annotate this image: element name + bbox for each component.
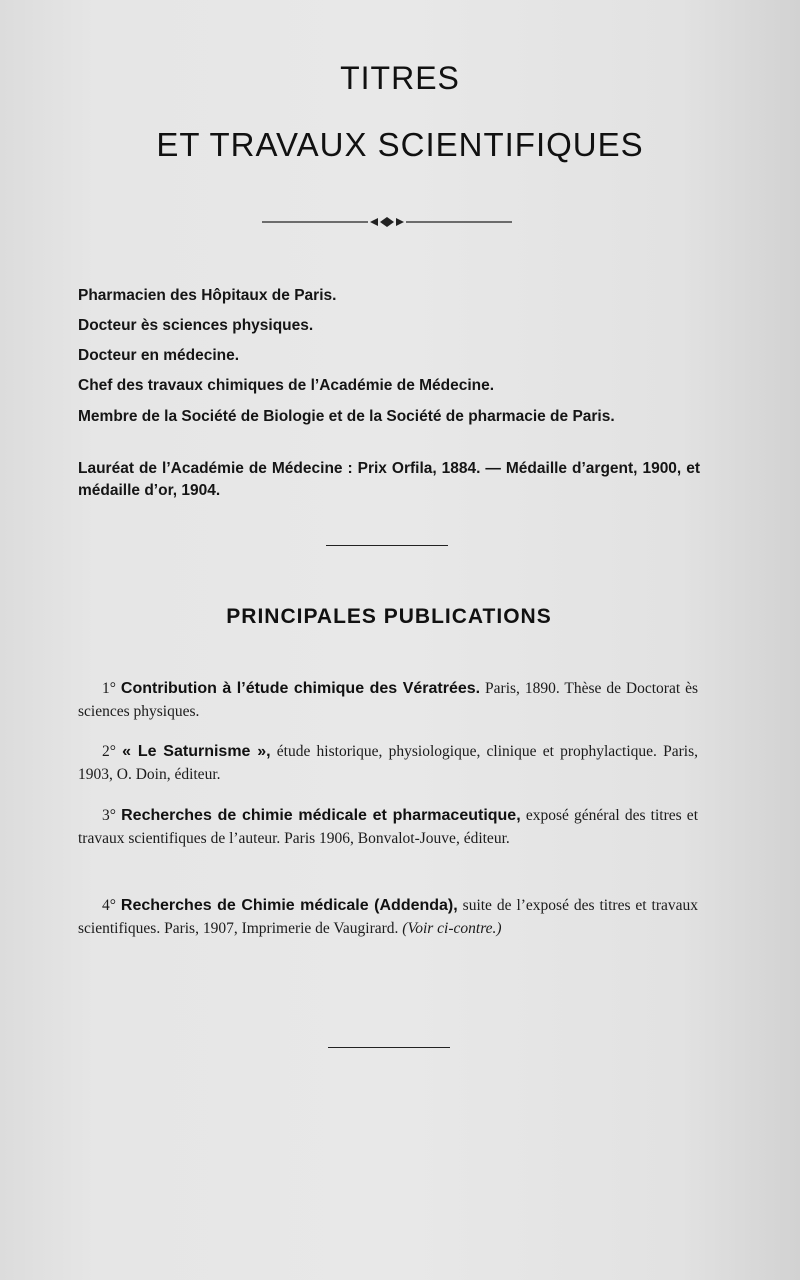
publication-title: Contribution à l’étude chimique des Vératrées.	[120, 680, 481, 697]
section-divider	[328, 1047, 450, 1048]
publication-entry	[78, 677, 698, 723]
ornament-divider-icon	[262, 212, 512, 232]
publication-entry	[78, 894, 698, 940]
publication-number: 1°	[102, 680, 116, 697]
publication-title: « Le Saturnisme »,	[122, 743, 271, 760]
page-title-line-1: TITRES	[340, 60, 460, 96]
publication-details: suite de l’exposé des titres et travaux scientifiques. Paris, 1907, Imprimerie de Vaugirard.	[78, 897, 699, 937]
publication-title: Recherches de chimie médicale et pharmaceutique,	[121, 807, 521, 824]
publication-note: (Voir ci-contre.)	[398, 920, 502, 937]
section-divider	[326, 545, 448, 546]
publication-details: Paris, 1890. Thèse de Doctorat ès sciences physiques.	[78, 680, 699, 720]
publication-entry	[78, 740, 698, 786]
publication-number: 2°	[102, 743, 116, 760]
publication-details: étude historique, physiologique, clinique et prophylactique. Paris, 1903, O. Doin, éditeur.	[78, 743, 699, 783]
qualification-item: Docteur ès sciences physiques.	[78, 317, 314, 334]
qualification-item: Lauréat de l’Académie de Médecine : Prix Orfila, 1884. — Médaille d’argent, 1900, et médaille d’or, 1904.	[78, 460, 700, 499]
publication-title: Recherches de Chimie médicale (Addenda),	[120, 897, 458, 914]
publications-heading: PRINCIPALES PUBLICATIONS	[226, 605, 552, 628]
publication-entry	[78, 804, 698, 850]
publication-number: 4°	[102, 897, 116, 914]
publication-number: 3°	[102, 807, 116, 824]
publication-details: exposé général des titres et travaux scientifiques de l’auteur. Paris 1906, Bonvalot-Jouve, éditeur.	[78, 807, 698, 847]
page-title-line-2: ET TRAVAUX SCIENTIFIQUES	[156, 126, 644, 163]
qualification-item: Membre de la Société de Biologie et de la Société de pharmacie de Paris.	[78, 408, 615, 425]
qualification-item: Pharmacien des Hôpitaux de Paris.	[78, 287, 337, 304]
qualification-item: Docteur en médecine.	[78, 347, 240, 364]
qualification-item: Chef des travaux chimiques de l’Académie de Médecine.	[78, 377, 495, 394]
